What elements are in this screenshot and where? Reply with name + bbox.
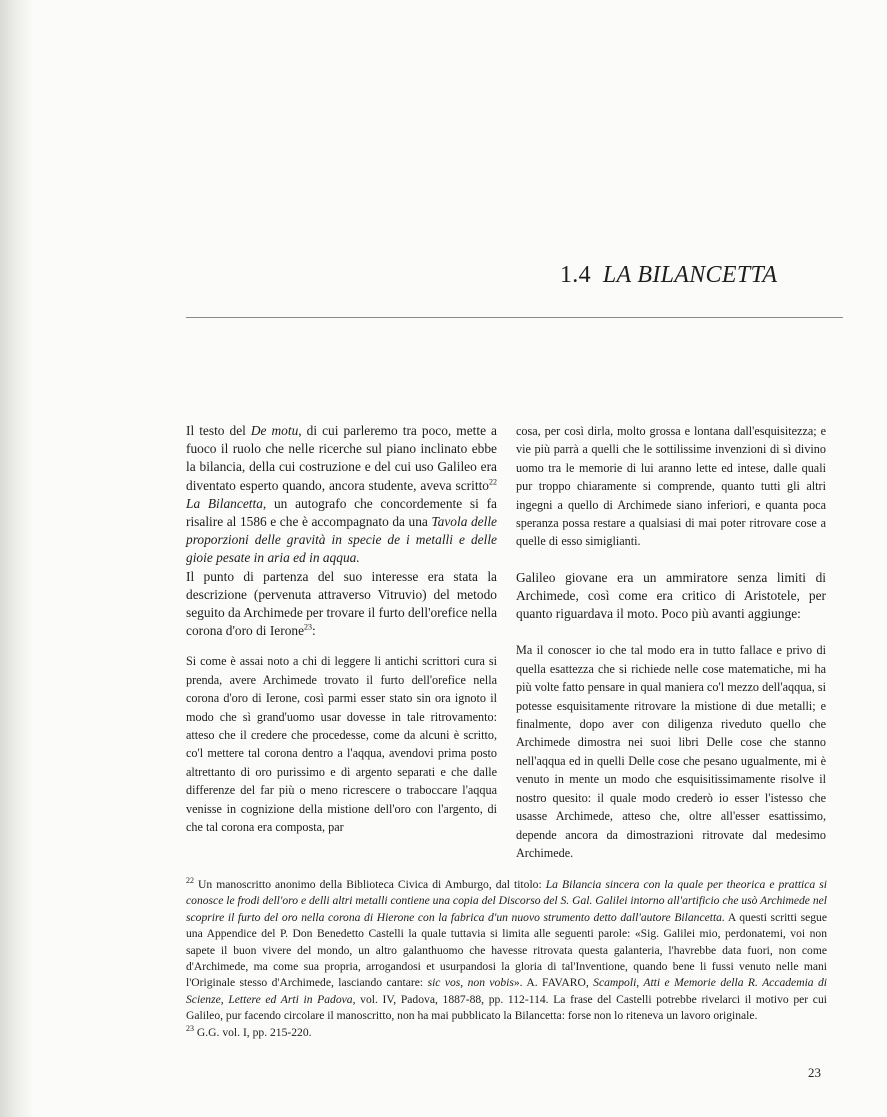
work-title-tavola: Tavola delle proporzioni delle gravità in specie de i metalli e delle gioie pesate in aria ed in aqqua. bbox=[186, 514, 497, 566]
second-paragraph bbox=[186, 568, 497, 641]
text-run: , vol. IV, Padova, 1887-88, pp. 112-114. La frase del Castelli potrebbe rivelarci il motivo per cui Galileo, pur facendo circolare il manoscritto, non ha mai pubblicato la Bilancetta: forse non lo riteneva un lavoro originale. bbox=[186, 992, 827, 1023]
latin-quote: sic vos, non vobis bbox=[427, 976, 514, 990]
footnote-mark: 23 bbox=[186, 1023, 194, 1033]
heading-rule bbox=[186, 317, 843, 318]
section-heading bbox=[560, 262, 860, 289]
right-column bbox=[516, 422, 826, 862]
work-title-de-motu: De motu bbox=[250, 423, 299, 438]
page-number: 23 bbox=[808, 1065, 821, 1080]
block-quote-2: Ma il conoscer io che tal modo era in tutto fallace e privo di quella esattezza che si richiede nelle cose matematiche, mi ha più volte fatto pensare in qual maniera co'l mezzo dell'aqqua, si potesse esquisitamente ritrovare la mistione di due metalli; e finalmente, dopo aver con diligenza riveduto quello che Archimede dimostra nei suoi libri Delle cose che stanno nell'aqqua ed in quelli Delle cose che pesano ugualmente, mi è venuto in mente un modo che esquisitissimamente risolve il nostro quesito: il quale modo crederò io esser l'istesso che usasse Archimede, atteso che, oltre all'esser esattissimo, depende ancora da dimostrazioni ritrovate dal medesimo Archimede. bbox=[516, 643, 826, 860]
text-run: : bbox=[312, 623, 316, 639]
text-run: Il testo del bbox=[186, 423, 251, 438]
text-run: , di cui parleremo tra poco, mette a fuoco il ruolo che nelle ricerche sul piano inclinato ebbe la bilancia, della cui costruzione e del cui uso Galileo era diventato esperto quando, ancora studente, aveva scritto bbox=[186, 423, 497, 493]
text-run: , un autografo che concordemente si fa risalire al 1586 e che è accompagnato da una bbox=[186, 495, 497, 530]
block-quote: Si come è assai noto a chi di leggere li antichi scrittori cura si prenda, avere Archimede trovato il furto dell'orefice nella corona d'oro di Ierone, così parmi esser stato sin ora ignoto il modo che sì grand'uomo usar dovesse in tale ritrovamento: atteso che il credere che procedesse, come da alcuni è scritto, co'l mettere tal corona dentro a l'aqqua, avendovi prima posto altrettanto di oro purissimo e di argento separati e che dalle differenze del far più o meno ricrescere o traboccare l'aqqua venisse in cognizione della mistione dell'oro con l'argento, di che tal corona era composta, par bbox=[186, 654, 497, 835]
text-run: A questi scritti segue una Appendice del P. Don Benedetto Castelli la quale tuttavia si limita alle seguenti parole: «Sig. Galilei mio, perdonatemi, voi non sapete il buon vivere del mondo, un altro galanthuomo che havesse ritrovata questa galanteria, l'havrebbe data fuori, non come d'Archimede, ma come sua propria, arrogandosi et usurpandosi la gloria di tal'Inventione, quando bene li fussi venuto nelle mani l'Originale stesso d'Archimede, lasciando cantare: bbox=[186, 910, 827, 990]
manuscript-title: La Bilancia sincera con la quale per theorica e prattica si conosce le frodi dell'oro e delli altri metalli contiene una copia del Discorso del S. Gal. Galilei intorno all'artificio che usò Archimede nel scoprire il furto del oro nella corona di Hierone con la fabrica d'un nuovo strumento detto dall'autore Bilancetta. bbox=[186, 878, 828, 924]
body-paragraph: Galileo giovane era un ammiratore senza limiti di Archimede, così come era critico di Aristotele, per quanto riguardava il moto. Poco più avanti aggiunge: bbox=[516, 569, 826, 622]
section-title: LA BILANCETTA bbox=[602, 262, 778, 288]
text-run: G.G. vol. I, pp. 215-220. bbox=[194, 1025, 312, 1039]
left-column bbox=[186, 422, 497, 837]
work-title-bilancetta: La Bilancetta bbox=[186, 495, 263, 511]
binding-shadow bbox=[0, 0, 34, 1117]
footnote-23 bbox=[186, 1025, 827, 1041]
footnote-22 bbox=[186, 877, 827, 1025]
text-run: ». A. FAVARO, bbox=[513, 976, 594, 990]
footnote-ref-22[interactable]: 22 bbox=[489, 477, 497, 487]
footnotes bbox=[186, 877, 827, 1041]
intro-paragraph bbox=[186, 422, 497, 568]
section-number: 1.4 bbox=[560, 262, 591, 288]
text-run: Il punto di partenza del suo interesse era stata la descrizione (pervenuta attraverso Vitruvio) del metodo seguito da Archimede per trovare il furto dell'orefice nella corona d'oro di Ierone bbox=[186, 568, 498, 639]
publication-title: Scampoli, Atti e Memorie della R. Accademia di Scienze, Lettere ed Arti in Padova bbox=[186, 976, 828, 1006]
footnote-ref-23[interactable]: 23 bbox=[304, 622, 313, 632]
block-quote-continued: cosa, per così dirla, molto grossa e lontana dall'esquisitezza; e vie più parrà a quelli che le sottilissime invenzioni di sì divino uomo tra le memorie di lui aranno lette ed intese, dalle quali pur troppo chiaramente si comprende, quanto tutti gli altri ingegni a quello di Archimede siano inferiori, e quanta poca speranza possa restare a qualsiasi di mai poter ritrovare cose a quelle di esso simiglianti. bbox=[516, 424, 826, 549]
text-run: Un manoscritto anonimo della Biblioteca Civica di Amburgo, dal titolo: bbox=[194, 878, 546, 891]
footnote-mark: 22 bbox=[186, 876, 194, 886]
